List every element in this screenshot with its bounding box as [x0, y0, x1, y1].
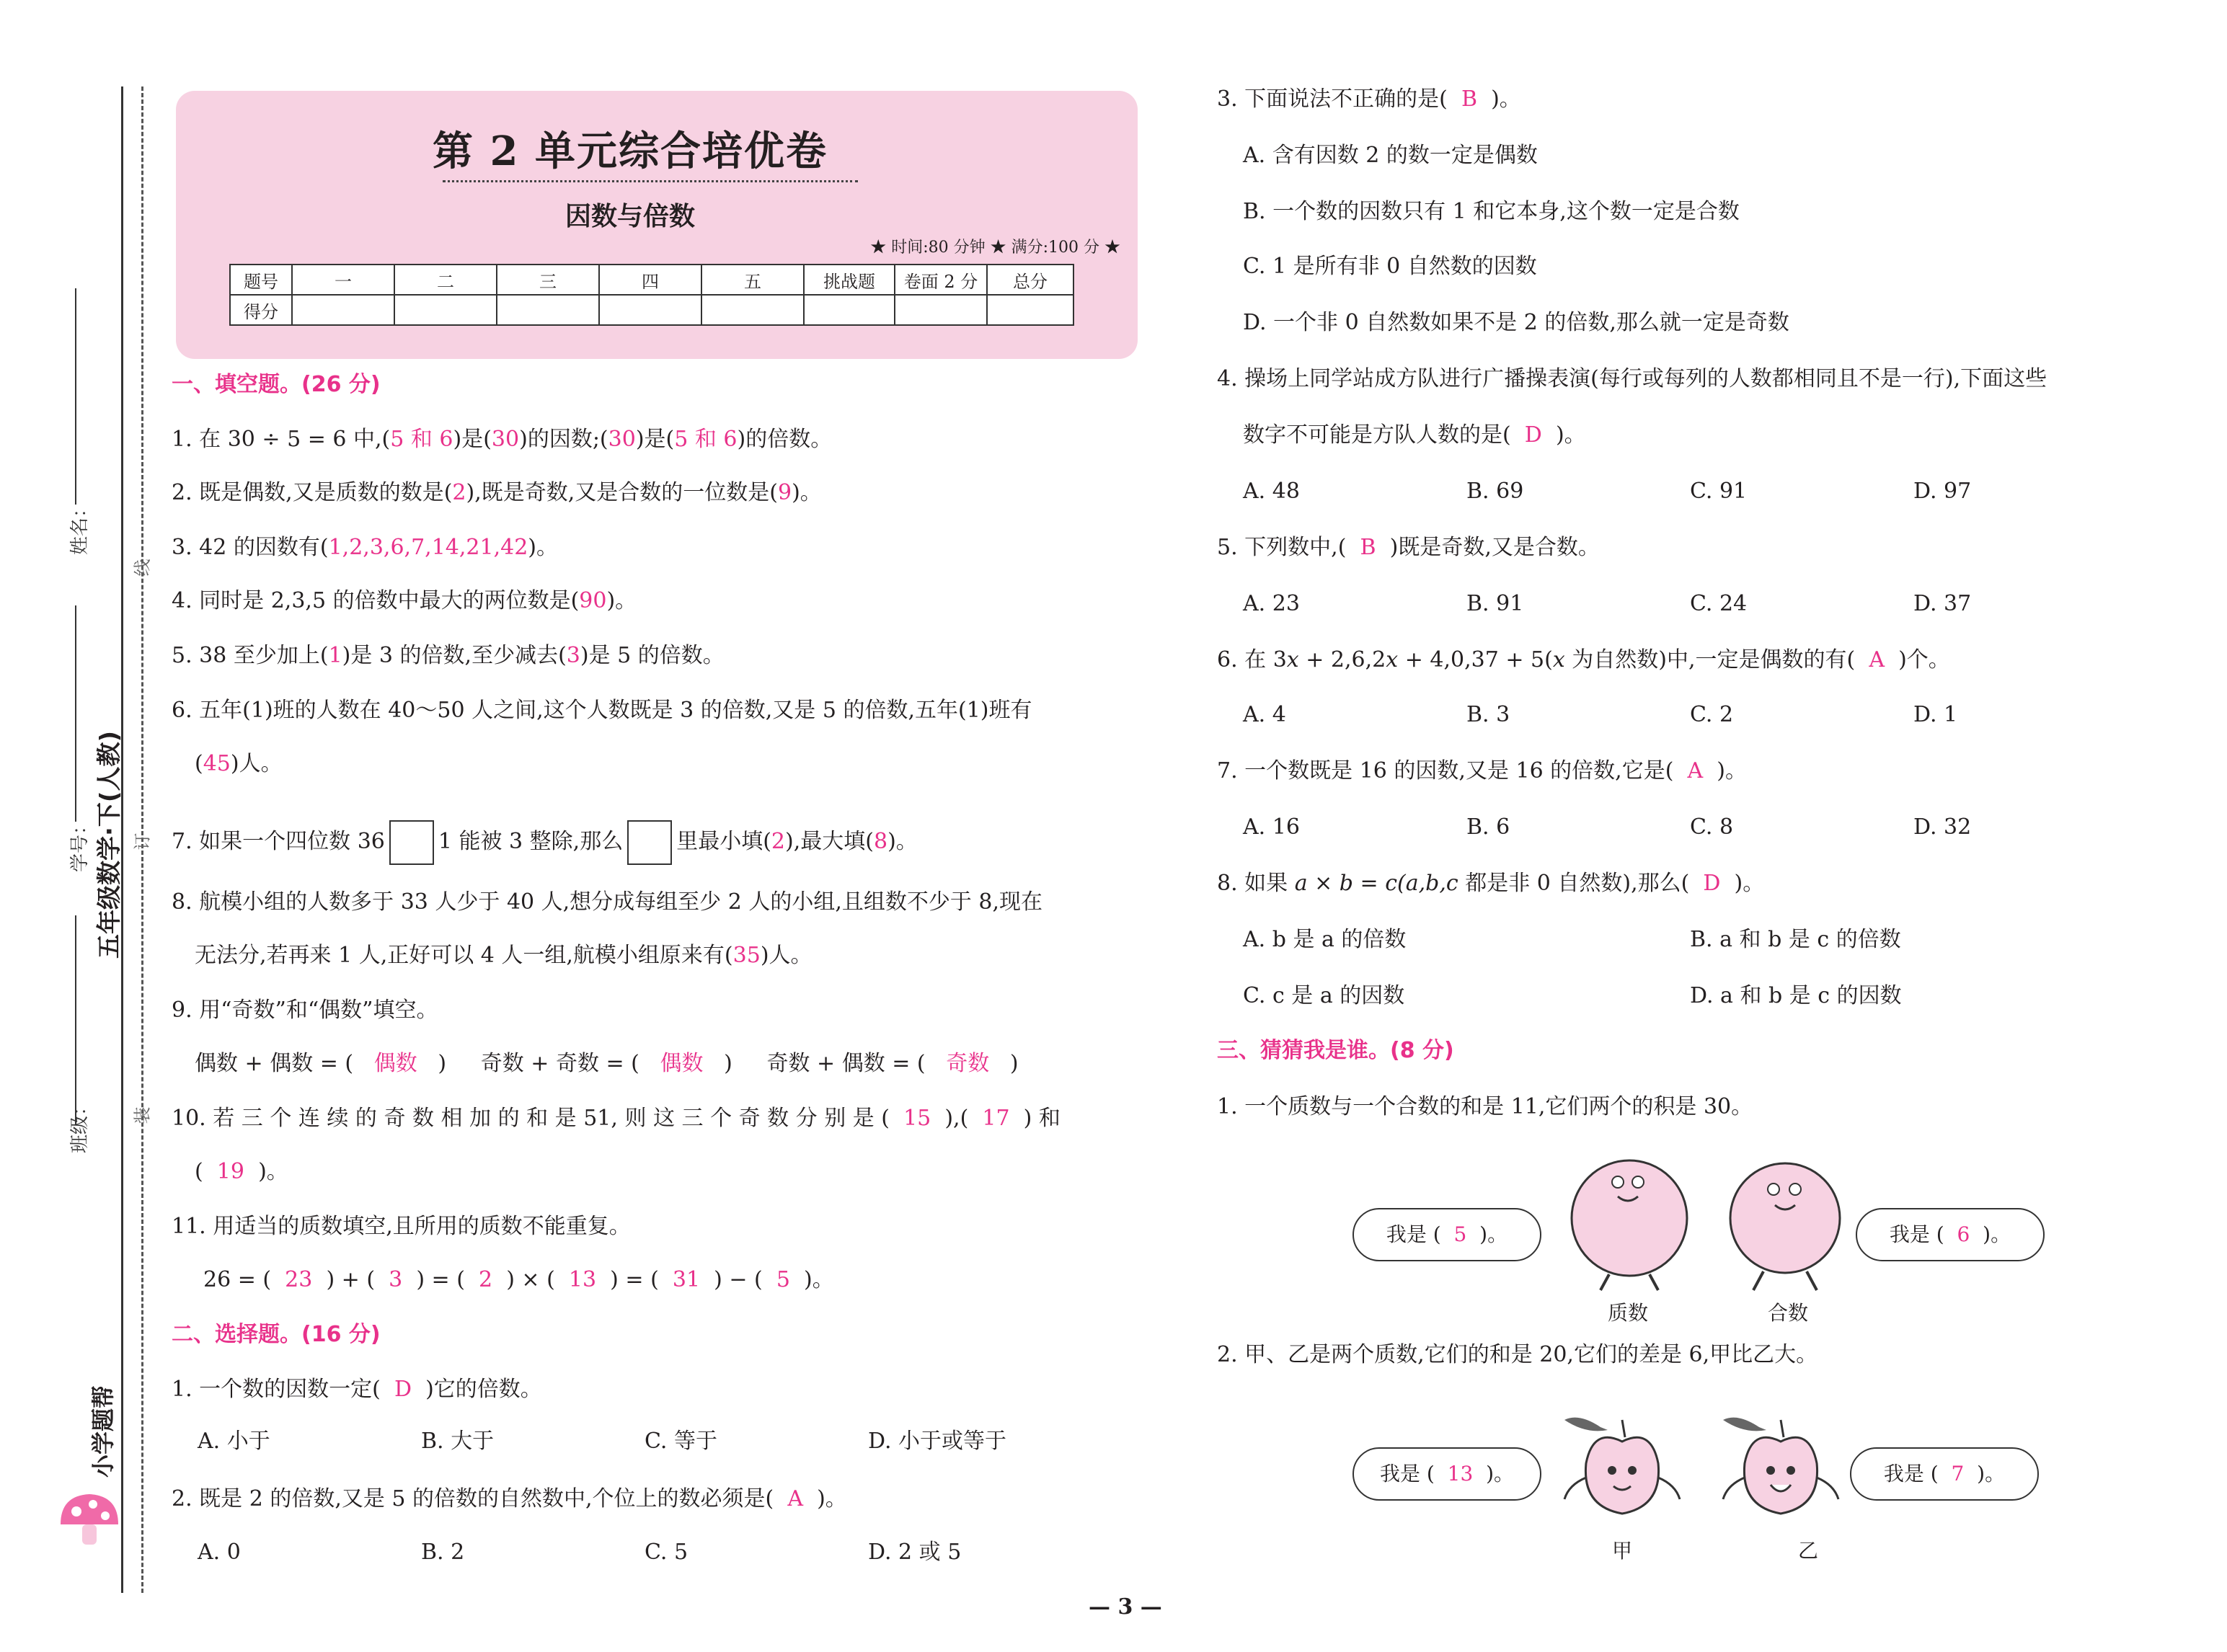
s1-question-11-line-2	[203, 1266, 834, 1294]
answer: 15	[903, 1106, 931, 1131]
answer: 35	[732, 943, 761, 968]
option-c[interactable]: C. 等于	[645, 1429, 717, 1454]
score-row-label: 得分	[230, 295, 292, 325]
q-text: 偶数 + 偶数 = (	[195, 1051, 354, 1076]
q-text: ),既是奇数,又是合数的一位数是(	[466, 480, 778, 505]
exam-subtitle: 因数与倍数	[565, 202, 695, 231]
mushroom-logo-icon	[53, 1481, 125, 1553]
q-text: + 4,0,37 + 5(	[1398, 647, 1553, 672]
q-text: )。	[1491, 86, 1521, 112]
q-text: ) − (	[714, 1267, 763, 1292]
q-text: 里最小填(	[676, 829, 771, 854]
q-text: 7. 一个数既是 16 的因数,又是 16 的倍数,它是(	[1217, 758, 1674, 783]
q-text: )是(	[635, 427, 675, 452]
cut-mark-xian: 线	[132, 559, 153, 577]
score-header-cell: 四	[599, 265, 701, 295]
class-field-line[interactable]	[75, 915, 76, 1124]
q-text: )既是奇数,又是合数。	[1389, 535, 1600, 560]
q-text: 1 能被 3 整除,那么	[438, 829, 624, 854]
answer: A	[1687, 758, 1704, 783]
caption-jia: 甲	[1612, 1539, 1633, 1563]
q-text: 7. 如果一个四位数 36	[172, 829, 385, 854]
answer: 奇数	[946, 1051, 990, 1076]
q-text: 5. 38 至少加上(	[172, 643, 329, 668]
answer: 30	[608, 427, 636, 452]
q-text: )是 5 的倍数。	[580, 643, 725, 668]
q-text: )。	[258, 1159, 288, 1184]
s1-question-8-line-2	[195, 941, 813, 970]
option-b[interactable]: B. 91	[1466, 591, 1524, 616]
option-a[interactable]: A. 小于	[198, 1429, 270, 1454]
option-b[interactable]: B. 6	[1466, 814, 1510, 840]
q-text: )。	[792, 480, 822, 505]
answer: 9	[777, 480, 792, 505]
answer: 7	[1951, 1462, 1965, 1486]
s3-question-1: 1. 一个质数与一个合数的和是 11,它们两个的积是 30。	[1217, 1094, 1753, 1119]
q-text: )。	[1734, 871, 1765, 896]
q-text: + 2,6,2	[1298, 647, 1386, 672]
answer: 31	[672, 1267, 701, 1292]
option-d[interactable]: D. 1	[1913, 702, 1958, 727]
q-text: 奇数 + 偶数 = (	[766, 1051, 926, 1076]
s3-question-2: 2. 甲、乙是两个质数,它们的和是 20,它们的差是 6,甲比乙大。	[1217, 1342, 1818, 1367]
bubble-text: )。	[1479, 1222, 1508, 1246]
score-table	[229, 264, 1074, 326]
score-cell[interactable]	[394, 295, 497, 325]
q-text: 3. 下面说法不正确的是(	[1217, 86, 1448, 112]
answer: 3	[389, 1267, 403, 1292]
answer: 2	[452, 480, 466, 505]
q-text: 4. 同时是 2,3,5 的倍数中最大的两位数是(	[172, 588, 580, 613]
option-d[interactable]: D. 一个非 0 自然数如果不是 2 的倍数,那么就一定是奇数	[1243, 310, 1789, 335]
q-text: )的因数;(	[519, 427, 608, 452]
q-text: ),(	[944, 1106, 969, 1131]
answer: 45	[203, 751, 231, 776]
q-text: (	[195, 751, 203, 776]
answer: 5	[776, 1267, 790, 1292]
q-text: ) = (	[416, 1267, 465, 1292]
q-text: ) = (	[610, 1267, 659, 1292]
q-text: )。	[887, 829, 918, 854]
option-d[interactable]: D. 2 或 5	[868, 1540, 962, 1565]
class-field-label: 班级：	[69, 1096, 91, 1153]
q-text: )个。	[1898, 647, 1950, 672]
option-c[interactable]: C. 5	[645, 1540, 689, 1565]
answer: A	[787, 1486, 804, 1511]
caption-composite: 合数	[1768, 1301, 1809, 1325]
q-text: )人。	[760, 943, 813, 968]
variable-x: x	[1386, 647, 1399, 672]
number-field-line[interactable]	[75, 605, 76, 822]
option-a[interactable]: A. 含有因数 2 的数一定是偶数	[1243, 143, 1538, 168]
option-d[interactable]: D. 32	[1913, 814, 1972, 840]
title-divider	[443, 180, 858, 182]
option-a[interactable]: A. 16	[1243, 814, 1300, 840]
score-cell[interactable]	[292, 295, 394, 325]
q-text: )。	[817, 1486, 847, 1511]
variable-x: x	[1552, 647, 1565, 672]
answer: A	[1869, 647, 1885, 672]
option-c[interactable]: C. 2	[1690, 702, 1734, 727]
speech-bubble-right	[1856, 1208, 2045, 1261]
cut-mark-ding: 订	[132, 832, 153, 851]
score-cell[interactable]	[701, 295, 804, 325]
answer: 3	[566, 643, 580, 668]
q-text: )	[1009, 1051, 1019, 1076]
apple-character-jia-icon	[1550, 1405, 1694, 1535]
bubble-text: )。	[1977, 1462, 2006, 1486]
option-c[interactable]: C. 91	[1690, 479, 1748, 504]
s1-question-10-line-1	[172, 1104, 1061, 1133]
speech-bubble-left	[1352, 1447, 1541, 1501]
answer: 23	[285, 1267, 313, 1292]
option-c[interactable]: C. c 是 a 的因数	[1243, 983, 1405, 1008]
s1-question-1	[172, 425, 832, 454]
q-text: 无法分,若再来 1 人,正好可以 4 人一组,航模小组原来有(	[195, 943, 733, 968]
prime-ball-character-icon	[1557, 1153, 1701, 1297]
q-text: )的倍数。	[737, 427, 833, 452]
digit-box[interactable]	[389, 820, 434, 865]
option-c[interactable]: C. 1 是所有非 0 自然数的因数	[1243, 254, 1537, 279]
binding-margin	[0, 0, 151, 1652]
exam-title: 第 2 单元综合培优卷	[433, 128, 828, 175]
option-a[interactable]: A. 0	[198, 1540, 241, 1565]
bubble-text: )。	[1983, 1222, 2011, 1246]
exam-header	[176, 91, 1138, 359]
q-text: 1. 在 30 ÷ 5 = 6 中,(	[172, 427, 391, 452]
score-header-cell: 题号	[230, 265, 292, 295]
book-title: 五年级数学·下(人教)	[95, 731, 124, 959]
q-text: 10. 若 三 个 连 续 的 奇 数 相 加 的 和 是 51, 则 这 三 个 奇 数 分 别 是 (	[172, 1106, 890, 1131]
answer: D	[1703, 871, 1721, 896]
score-header-cell: 一	[292, 265, 394, 295]
option-b[interactable]: B. a 和 b 是 c 的倍数	[1690, 927, 1901, 952]
q-text: 为自然数)中,一定是偶数的有(	[1564, 647, 1856, 672]
name-field-line[interactable]	[75, 288, 76, 505]
q-text: 奇数 + 奇数 = (	[480, 1051, 639, 1076]
score-cell[interactable]	[987, 295, 1073, 325]
s1-question-7	[172, 820, 918, 865]
q-text: 5. 下列数中,(	[1217, 535, 1347, 560]
q-text: )。	[1717, 758, 1747, 783]
bubble-text: )。	[1486, 1462, 1515, 1486]
option-b[interactable]: B. 3	[1466, 702, 1510, 727]
q-text: 3. 42 的因数有(	[172, 535, 329, 560]
bubble-text: 我是 (	[1889, 1222, 1944, 1246]
option-d[interactable]: D. 小于或等于	[868, 1429, 1007, 1454]
s1-question-5	[172, 641, 725, 670]
section-2-title: 二、选择题。(16 分)	[172, 1322, 381, 1347]
section-1-title: 一、填空题。(26 分)	[172, 372, 381, 397]
q-text: )是 3 的倍数,至少减去(	[342, 643, 567, 668]
q-text: )	[724, 1051, 732, 1076]
score-cell[interactable]	[497, 295, 599, 325]
s2-question-7	[1217, 757, 1747, 786]
speech-bubble-right	[1850, 1447, 2039, 1501]
answer: 90	[579, 588, 607, 613]
q-text: ) × (	[506, 1267, 555, 1292]
answer: 19	[216, 1159, 244, 1184]
number-field-label: 学号：	[69, 815, 91, 872]
answer: D	[394, 1377, 412, 1402]
answer: 5 和 6	[390, 427, 453, 452]
option-b[interactable]: B. 2	[421, 1540, 465, 1565]
score-cell[interactable]	[895, 295, 987, 325]
s2-question-4-line-2	[1243, 421, 1586, 450]
s1-question-11-line-1: 11. 用适当的质数填空,且所用的质数不能重复。	[172, 1214, 631, 1239]
answer: D	[1524, 422, 1542, 448]
s2-question-4-line-1: 4. 操场上同学站成方队进行广播操表演(每行或每列的人数都相同且不是一行),下面这些	[1217, 366, 2047, 391]
answer: 偶数	[660, 1051, 704, 1076]
q-text: ),最大填(	[785, 829, 874, 854]
caption-yi: 乙	[1798, 1539, 1819, 1563]
score-header-cell: 二	[394, 265, 497, 295]
s1-question-4	[172, 587, 637, 616]
answer: 偶数	[373, 1051, 417, 1076]
answer: 30	[491, 427, 520, 452]
q-text: )它的倍数。	[425, 1377, 542, 1402]
page-number: — 3 —	[1089, 1594, 1162, 1620]
option-d[interactable]: D. 97	[1913, 479, 1972, 504]
q-text: )。	[528, 535, 559, 560]
s1-question-6-line-1: 6. 五年(1)班的人数在 40～50 人之间,这个人数既是 3 的倍数,又是 5 的倍数,五年(1)班有	[172, 698, 1032, 723]
s1-question-2	[172, 479, 822, 507]
name-field-label: 姓名：	[69, 498, 91, 555]
answer: 1,2,3,6,7,14,21,42	[328, 535, 528, 560]
answer: 5	[1453, 1222, 1467, 1246]
bubble-text: 我是 (	[1386, 1222, 1441, 1246]
q-text: ) 和	[1023, 1106, 1061, 1131]
q-text: 2. 既是 2 的倍数,又是 5 的倍数的自然数中,个位上的数必须是(	[172, 1486, 774, 1511]
option-a[interactable]: A. b 是 a 的倍数	[1243, 927, 1407, 952]
q-text: )。	[804, 1267, 834, 1292]
q-text: (	[195, 1159, 203, 1184]
variable-x: x	[1286, 647, 1299, 672]
s2-question-1	[172, 1375, 542, 1404]
score-header-cell: 总分	[987, 265, 1073, 295]
s1-question-9-line-2	[195, 1049, 1019, 1078]
q-text: 2. 既是偶数,又是质数的数是(	[172, 480, 453, 505]
answer: 5 和 6	[674, 427, 738, 452]
score-cell[interactable]	[599, 295, 701, 325]
q-text: )。	[606, 588, 637, 613]
exam-meta: ★ 时间:80 分钟 ★ 满分:100 分 ★	[870, 239, 1120, 257]
q-text: )是(	[453, 427, 492, 452]
score-header-cell: 卷面 2 分	[895, 265, 987, 295]
s1-question-3	[172, 533, 558, 562]
q-text: )	[438, 1051, 447, 1076]
q-text: )人。	[230, 751, 283, 776]
q-text: )。	[1555, 422, 1586, 448]
answer: 8	[873, 829, 888, 854]
q-text: 8. 如果	[1217, 871, 1295, 896]
option-a[interactable]: A. 4	[1243, 702, 1286, 727]
answer: B	[1461, 86, 1477, 112]
s1-question-6-line-2	[195, 750, 283, 778]
answer: 1	[328, 643, 342, 668]
s2-question-3	[1217, 85, 1521, 114]
composite-ball-character-icon	[1720, 1153, 1850, 1297]
option-d[interactable]: D. 37	[1913, 591, 1972, 616]
q-text: 1. 一个数的因数一定(	[172, 1377, 381, 1402]
cut-mark-zhuang: 装	[132, 1106, 153, 1124]
s2-question-8	[1217, 869, 1764, 898]
option-a[interactable]: A. 23	[1243, 591, 1300, 616]
bubble-text: 我是 (	[1379, 1462, 1435, 1486]
s2-question-5	[1217, 533, 1600, 562]
answer: 13	[568, 1267, 597, 1292]
option-b[interactable]: B. 大于	[421, 1429, 495, 1454]
s2-question-6	[1217, 646, 1950, 675]
digit-box[interactable]	[627, 820, 672, 865]
option-b[interactable]: B. 一个数的因数只有 1 和它本身,这个数一定是合数	[1243, 199, 1740, 224]
answer: 6	[1957, 1222, 1970, 1246]
score-header-cell: 五	[701, 265, 804, 295]
caption-prime: 质数	[1608, 1301, 1649, 1325]
brand-name: 小学题帮	[89, 1385, 117, 1478]
option-a[interactable]: A. 48	[1243, 479, 1300, 504]
bubble-text: 我是 (	[1883, 1462, 1939, 1486]
apple-character-yi-icon	[1709, 1405, 1853, 1535]
score-header-cell: 三	[497, 265, 599, 295]
math-expression: a × b = c(a,b,c	[1294, 871, 1458, 896]
q-text: 6. 在 3	[1217, 647, 1287, 672]
option-c[interactable]: C. 8	[1690, 814, 1734, 840]
q-text: 都是非 0 自然数),那么(	[1458, 871, 1690, 896]
answer: 13	[1447, 1462, 1474, 1486]
answer: 2	[771, 829, 786, 854]
score-cell[interactable]	[804, 295, 895, 325]
s1-question-9-line-1: 9. 用“奇数”和“偶数”填空。	[172, 998, 438, 1023]
answer: 2	[479, 1267, 493, 1292]
score-header-cell: 挑战题	[804, 265, 895, 295]
q-text: ) + (	[326, 1267, 376, 1292]
s2-question-2	[172, 1485, 847, 1514]
section-3-title: 三、猜猜我是谁。(8 分)	[1217, 1038, 1454, 1063]
option-d[interactable]: D. a 和 b 是 c 的因数	[1690, 983, 1902, 1008]
s1-question-10-line-2	[195, 1158, 288, 1186]
q-text: 26 = (	[203, 1267, 272, 1292]
q-text: 数字不可能是方队人数的是(	[1243, 422, 1511, 448]
speech-bubble-left	[1352, 1208, 1541, 1261]
option-b[interactable]: B. 69	[1466, 479, 1524, 504]
option-c[interactable]: C. 24	[1690, 591, 1748, 616]
s1-question-8-line-1: 8. 航模小组的人数多于 33 人少于 40 人,想分成每组至少 2 人的小组,且组数不少于 8,现在	[172, 889, 1043, 915]
score-table-header-row	[230, 265, 1073, 295]
score-table-score-row	[230, 295, 1073, 325]
answer: B	[1360, 535, 1376, 560]
answer: 17	[982, 1106, 1010, 1131]
